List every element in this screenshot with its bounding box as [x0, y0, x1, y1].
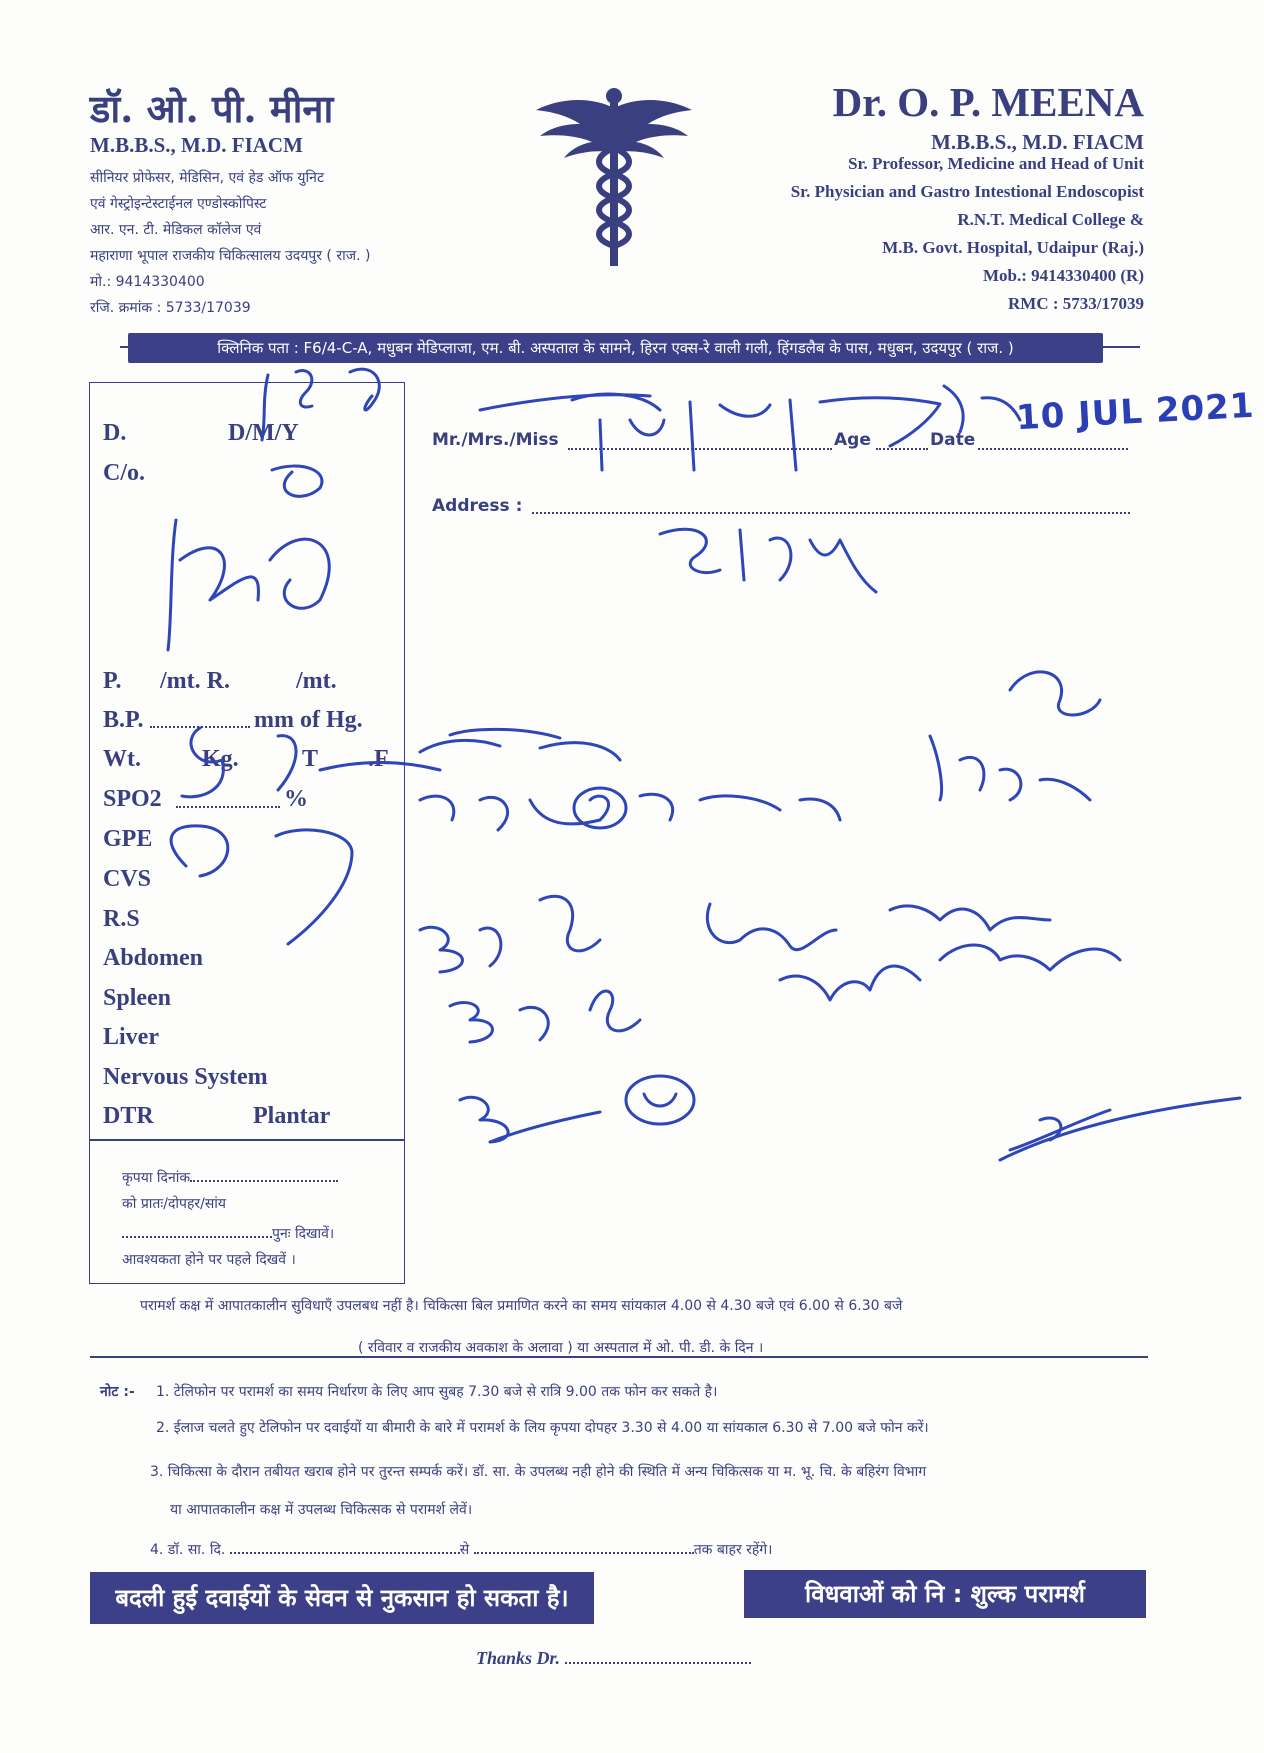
english-line-3: R.N.T. Medical College & — [957, 210, 1144, 229]
note-4: 4. डॉ. सा. दि. से तक बाहर रहेंगे। — [150, 1542, 773, 1558]
followup-line-3: पुनः दिखावें। — [122, 1222, 334, 1243]
hindi-line-1: सीनियर प्रोफेसर, मेडिसिन, एवं हेड ऑफ युनिट — [90, 170, 324, 186]
age-label: Age — [834, 430, 871, 450]
bp-label: B.P. — [103, 707, 144, 733]
abdomen-label: Abdomen — [103, 945, 204, 971]
english-line-2: Sr. Physician and Gastro Intestional Endoscopist — [790, 182, 1144, 201]
english-mobile: Mob.: 9414330400 (R) — [982, 266, 1144, 285]
doctor-name-hindi: डॉ. ओ. पी. मीना — [90, 86, 334, 131]
liver-label: Liver — [103, 1024, 159, 1050]
english-rmc: RMC : 5733/17039 — [1008, 294, 1144, 313]
pulse-label: P. — [103, 668, 122, 694]
note-3a: 3. चिकित्सा के दौरान तबीयत खराब होने पर तुरन्त सम्पर्क करें। डॉ. सा. के उपलब्ध नही होने की स्थिति में अन्य चिकित्सक या म. भू. चि. के बहिरंग विभाग — [150, 1464, 927, 1480]
warning-banner: बदली हुई दवाईयों के सेवन से नुकसान हो सकता है। — [90, 1572, 594, 1624]
d-label: D. — [103, 420, 127, 446]
fahrenheit-label: .F — [368, 746, 389, 772]
wt-label: Wt. — [103, 746, 141, 772]
nervous-system-label: Nervous System — [103, 1064, 268, 1090]
doctor-name-english: Dr. O. P. MEENA — [832, 79, 1144, 125]
patient-name-label: Mr./Mrs./Miss — [432, 430, 559, 450]
note-1: 1. टेलिफोन पर परामर्श का समय निर्धारण के लिए आप सुबह 7.30 बजे से रात्रि 9.00 तक फोन कर सकते है। — [156, 1384, 718, 1400]
rs-label: R.S — [103, 906, 140, 932]
clinic-address-band: क्लिनिक पता : F6/4-C-A, मधुबन मेडिप्लाजा, एम. बी. अस्पताल के सामने, हिरन एक्स-रे वाली गली, हिंगडलैब के पास, मधुबन, उदयपुर ( राज. ) — [128, 333, 1103, 363]
plantar-label: Plantar — [253, 1103, 331, 1129]
kg-label: Kg. — [202, 746, 239, 772]
dmy-label: D/M/Y — [228, 420, 299, 446]
hindi-line-4: महाराणा भूपाल राजकीय चिकित्सालय उदयपुर ( राज. ) — [90, 248, 371, 264]
english-line-4: M.B. Govt. Hospital, Udaipur (Raj.) — [882, 238, 1144, 257]
co-label: C/o. — [103, 460, 145, 486]
degree-right: M.B.B.S., M.D. FIACM — [931, 130, 1144, 154]
date-stamp: 10 JUL 2021 — [1015, 385, 1256, 439]
thanks-line: Thanks Dr. — [476, 1648, 751, 1669]
cvs-label: CVS — [103, 866, 152, 892]
footer-rule — [90, 1356, 1148, 1358]
hindi-line-2: एवं गेस्ट्रोइन्टेस्टाईनल एण्डोस्कोपिस्ट — [90, 196, 267, 212]
date-label: Date — [930, 430, 976, 450]
followup-line-4: आवश्यकता होने पर पहले दिखवें । — [122, 1252, 296, 1268]
footer-line-2: ( रविवार व राजकीय अवकाश के अलावा ) या अस्पताल में ओ. पी. डी. के दिन । — [358, 1340, 764, 1356]
footer-line-1: परामर्श कक्ष में आपातकालीन सुविधाएँ उपलबध नहीं है। चिकित्सा बिल प्रमाणित करने का समय सांयकाल 4.00 से 4.30 बजे एवं 6.00 से 6.30 बजे — [140, 1298, 903, 1314]
resp-unit: /mt. — [296, 668, 337, 694]
address-label: Address : — [432, 496, 523, 516]
spo2-percent: % — [284, 786, 308, 812]
followup-line-2: को प्रातः/दोपहर/सांय — [122, 1196, 227, 1212]
spo2-label: SPO2 — [103, 786, 162, 812]
note-2: 2. ईलाज चलते हुए टेलिफोन पर दवाईयों या बीमारी के बारे में परामर्श के लिय कृपया दोपहर 3.30 से 4.00 या सांयकाल 6.30 से 7.00 बजे फोन करें। — [156, 1420, 929, 1436]
note-label: नोट :- — [100, 1384, 135, 1400]
dtr-label: DTR — [103, 1103, 154, 1129]
spleen-label: Spleen — [103, 985, 172, 1011]
hindi-line-3: आर. एन. टी. मेडिकल कॉलेज एवं — [90, 222, 262, 238]
hindi-mobile: मो.: 9414330400 — [90, 274, 205, 290]
english-line-1: Sr. Professor, Medicine and Head of Unit — [848, 154, 1144, 173]
hindi-reg-number: रजि. क्रमांक : 5733/17039 — [90, 300, 251, 316]
free-consult-banner: विधवाओं को नि : शुल्क परामर्श — [744, 1570, 1146, 1618]
followup-line-1: कृपया दिनांक — [122, 1166, 338, 1187]
pulse-unit: /mt. R. — [160, 668, 230, 694]
gpe-label: GPE — [103, 826, 153, 852]
bp-unit: mm of Hg. — [254, 707, 363, 733]
temp-label: T — [302, 746, 319, 772]
degree-left: M.B.B.S., M.D. FIACM — [90, 133, 303, 157]
note-3b: या आपातकालीन कक्ष में उपलब्ध चिकित्सक से परामर्श लेवें। — [170, 1502, 473, 1518]
